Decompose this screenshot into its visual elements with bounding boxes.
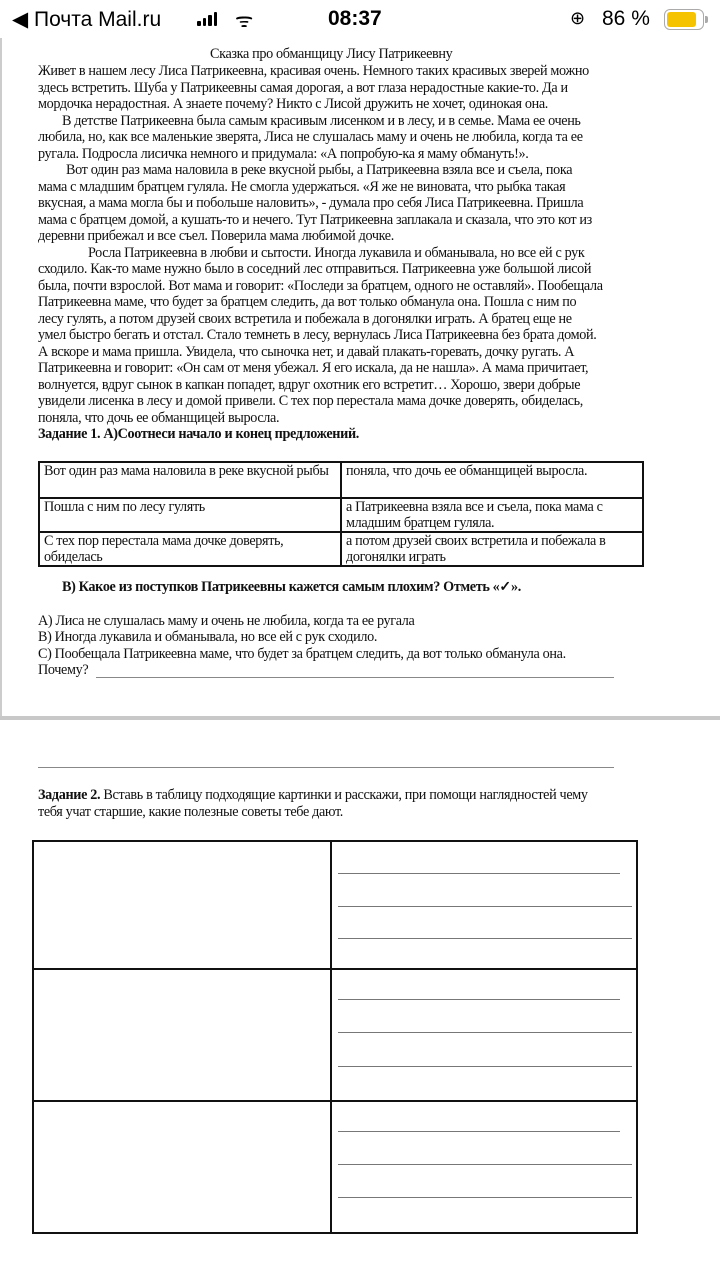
story-line: здесь встретить. Шуба у Патрикеевны самая дорогая, а вот глаза нерадостные какие-то. Да и <box>38 79 568 96</box>
task2-line-1 <box>38 787 588 803</box>
task1-heading: Задание 1. А)Соотнеси начало и конец предложений. <box>38 426 359 442</box>
back-to-mail-button[interactable]: ◀ Почта Mail.ru <box>12 8 162 31</box>
matching-table <box>38 461 644 567</box>
status-bar <box>0 0 720 38</box>
option-a[interactable]: А) Лиса не слушалась маму и очень не любила, когда та ее ругала <box>38 613 415 629</box>
sentence-end-cell[interactable]: поняла, что дочь ее обманщицей выросла. <box>341 462 643 498</box>
sentence-end-cell[interactable]: а Патрикеевна взяла все и съела, пока мама с младшим братцем гуляла. <box>341 498 643 532</box>
picture-cell[interactable] <box>33 1101 331 1233</box>
story-line: В детстве Патрикеевна была самым красивым лисенком и в лесу, и в семье. Мама ее очень <box>62 112 581 129</box>
option-b[interactable]: В) Иногда лукавила и обманывала, но все ей с рук сходило. <box>38 629 378 645</box>
story-line: Патрикеевна маме, что будет за братцем следить, да вот только обманула она. Пошла с ним по <box>38 294 577 310</box>
story-line: мама с младшим братцем гуляла. Не смогла удержаться. «Я же не виновата, что рыбка такая <box>38 178 566 195</box>
story-line: вкусная, а мама могла бы и побольше наловить», - думала про себя Лиса Патрикеевна. Пришла <box>38 195 584 211</box>
clock: 08:37 <box>328 7 382 30</box>
picture-cell[interactable] <box>33 841 331 969</box>
rotation-lock-icon: ⊕ <box>570 8 586 28</box>
story-line: умел быстро бегать и отстал. Стало темнеть в лесу, вернулась Лиса Патрикеевна без брата домой. <box>38 327 597 343</box>
table-row <box>39 462 643 498</box>
sentence-start-cell[interactable]: С тех пор перестала мама дочке доверять, обиделась <box>39 532 341 566</box>
story-line: Росла Патрикеевна в любви и сытости. Иногда лукавила и обманывала, но все ей с рук <box>88 244 585 261</box>
story-line: лесу гулять, а потом друзей своих встретила и побежала в догонялки играть. А братец еще не <box>38 310 572 327</box>
story-line: увидели лисенка в лесу и домой привели. С тех пор перестала мама дочке доверять, обиделась, <box>38 393 583 409</box>
story-line: Вот один раз мама наловила в реке вкусной рыбы, а Патрикеевна взяла все и съела, пока <box>66 162 573 178</box>
task2-text: Вставь в таблицу подходящие картинки и расскажи, при помощи наглядностей чему <box>100 787 588 803</box>
story-title: Сказка про обманщицу Лису Патрикеевну <box>210 46 453 62</box>
signal-icon <box>197 12 217 26</box>
story-line: любила, но, как все маленькие зверята, Лиса не слушалась маму и очень не любила, когда та ее <box>38 129 583 145</box>
answer-line[interactable] <box>38 767 614 768</box>
story-line: поняла, что дочь ее обманщицей выросла. <box>38 409 280 426</box>
story-line: волнуется, вдруг сынок в капкан попадет, вдруг охотник его встретит… Хорошо, звери добрые <box>38 376 581 393</box>
story-line: ругала. Подросла лисичка немного и придумала: «А попробую-ка я маму обмануть!». <box>38 145 529 162</box>
story-line: деревни прибежал и все съел. Поверила мама любимой дочке. <box>38 228 394 244</box>
story-line: сходило. Как-то маме нужно было в соседний лес отправиться. Патрикеевна уже большой лисой <box>38 261 592 277</box>
story-line: была, почти взрослой. Вот мама и говорит: «Последи за братцем, одного не оставляй». Пообещала <box>38 277 603 294</box>
task2-line-2: тебя учат старшие, какие полезные советы тебе дают. <box>38 804 343 820</box>
writing-cell[interactable] <box>331 1101 637 1233</box>
table-row <box>39 532 643 566</box>
story-line: Живет в нашем лесу Лиса Патрикеевна, красивая очень. Немного таких красивых зверей можно <box>38 63 589 79</box>
picture-cell[interactable] <box>33 969 331 1101</box>
story-line: А вскоре и мама пришла. Увидела, что сыночка нет, и давай плакать-горевать, дочку ругать. А <box>38 343 575 360</box>
story-line: Патрикеевна и говорит: «Он сам от меня убежал. Я его искала, да не нашла». А мама причитает, <box>38 360 589 376</box>
answer-line[interactable] <box>96 677 614 678</box>
task1-b-question: В) Какое из поступков Патрикеевны кажется самым плохим? Отметь «✓». <box>62 579 521 595</box>
sentence-start-cell[interactable]: Вот один раз мама наловила в реке вкусной рыбы <box>39 462 341 498</box>
writing-cell[interactable] <box>331 969 637 1101</box>
battery-icon <box>664 9 704 30</box>
picture-table <box>32 840 638 1234</box>
option-c[interactable]: С) Пообещала Патрикеевна маме, что будет за братцем следить, да вот только обманула она. <box>38 646 566 662</box>
task2-label: Задание 2. <box>38 787 101 803</box>
wifi-icon: ᯤ <box>235 10 254 32</box>
story-line: мордочка нерадостная. А знаете почему? Никто с Лисой дружить не хочет, одинокая она. <box>38 96 548 112</box>
page-edge <box>0 38 2 716</box>
battery-percent: 86 % <box>602 7 650 30</box>
table-row <box>39 498 643 532</box>
sentence-start-cell[interactable]: Пошла с ним по лесу гулять <box>39 498 341 532</box>
why-label: Почему? <box>38 662 89 678</box>
story-line: мама с братцем домой, а кушать-то и нечего. Тут Патрикеевна заплакала и сказала, что это кот из <box>38 211 592 228</box>
page-separator <box>0 716 720 720</box>
writing-cell[interactable] <box>331 841 637 969</box>
sentence-end-cell[interactable]: а потом друзей своих встретила и побежала в догонялки играть <box>341 532 643 566</box>
